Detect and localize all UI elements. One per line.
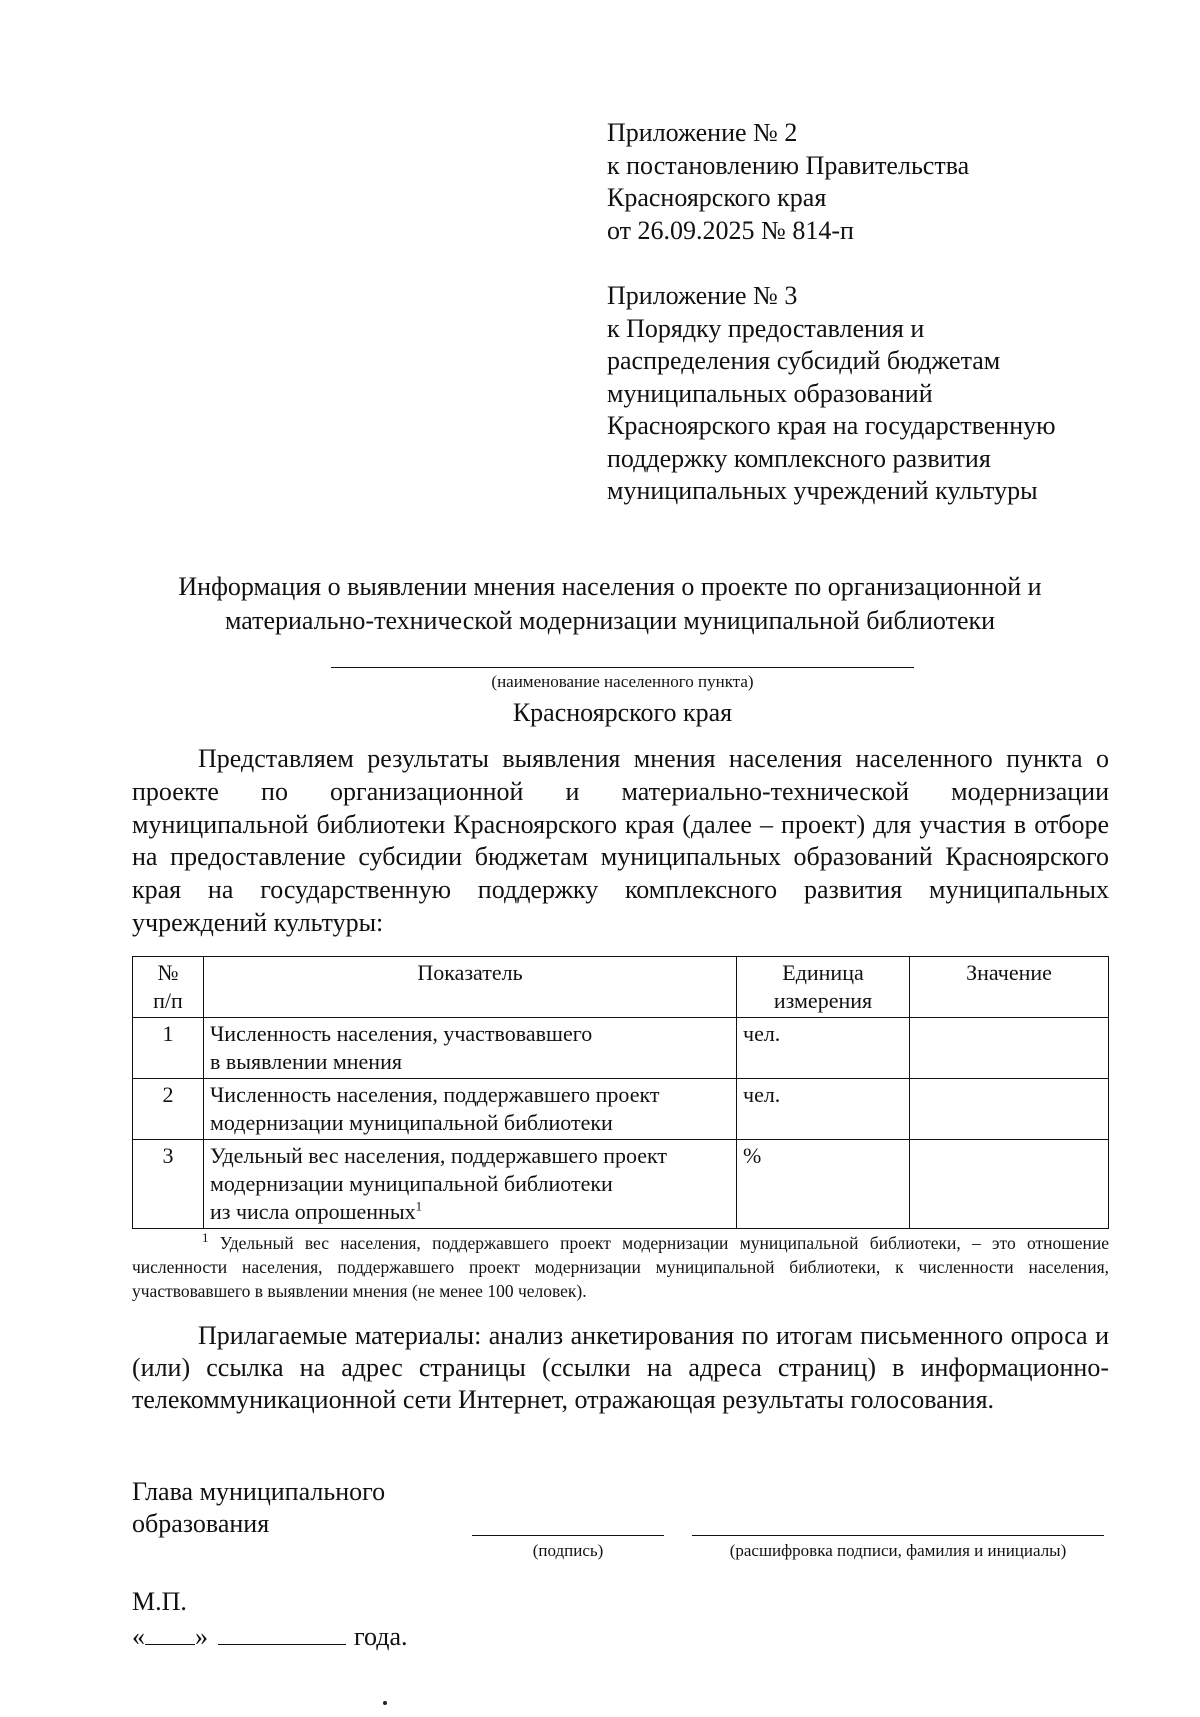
title-line: материально-технической модернизации муниципальной библиотеки	[224, 606, 996, 635]
row-number: 2	[133, 1079, 204, 1140]
row-unit: чел.	[737, 1018, 910, 1079]
appendix-3-line: поддержку комплексного развития	[607, 443, 991, 473]
header-unit-line: Единица	[782, 960, 864, 985]
signature-line[interactable]	[472, 1535, 664, 1536]
indicator-line: модернизации муниципальной библиотеки	[210, 1110, 613, 1135]
signature-decoding-caption: (расшифровка подписи, фамилия и инициалы)	[729, 1541, 1067, 1560]
header-value: Значение	[910, 957, 1109, 1018]
indicator-line: в выявлении мнения	[210, 1049, 402, 1074]
table-header-row	[133, 957, 1109, 1018]
attachments-paragraph: Прилагаемые материалы: анализ анкетирования по итогам письменного опроса и (или) ссылка на адрес страницы (ссылки на адреса страниц) в информационно-телекоммуникационной сети Интернет, отражающая результаты голосования.	[132, 1321, 1109, 1414]
row-indicator	[204, 1018, 737, 1079]
row-value[interactable]	[910, 1140, 1109, 1229]
appendix-2-header	[607, 117, 969, 247]
indicator-line: Численность населения, поддержавшего проект	[210, 1082, 660, 1107]
appendix-2-line: от 26.09.2025 № 814-п	[607, 215, 854, 245]
table-row	[133, 1018, 1109, 1079]
row-value[interactable]	[910, 1018, 1109, 1079]
document-title	[120, 570, 1100, 638]
footnote-text: Удельный вес населения, поддержавшего проект модернизации муниципальной библиотеки, – это отношение численности населения, поддержавшего проект модернизации муниципальной библиотеки, к численности населения, участвовавшего в выявлении мнения (не менее 100 человек).	[132, 1233, 1110, 1301]
row-number: 1	[133, 1018, 204, 1079]
date-month-blank[interactable]	[218, 1622, 346, 1645]
table-row	[133, 1140, 1109, 1229]
table-row	[133, 1079, 1109, 1140]
appendix-3-line: к Порядку предоставления и	[607, 313, 925, 343]
row-unit: %	[737, 1140, 910, 1229]
appendix-3-header	[607, 280, 1056, 508]
appendix-3-line: муниципальных учреждений культуры	[607, 476, 1038, 505]
row-unit: чел.	[737, 1079, 910, 1140]
header-number-line: №	[157, 960, 179, 985]
appendix-2-line: Приложение № 2	[607, 118, 798, 147]
footnote	[132, 1231, 1109, 1303]
appendix-2-line: к постановлению Правительства	[607, 150, 970, 180]
indicator-line: Удельный вес населения, поддержавшего проект	[210, 1143, 668, 1168]
row-number: 3	[133, 1140, 204, 1229]
head-title-line: Глава муниципального	[132, 1477, 386, 1506]
indicator-line: модернизации муниципальной библиотеки	[210, 1171, 613, 1196]
intro-paragraph: Представляем результаты выявления мнения населения населенного пункта о проекте по организационной и материально-технической модернизации муниципальной библиотеки Красноярского края (далее – проект) для участия в отборе на предоставление субсидии бюджетам муниципальных образований Красноярского края на государственную поддержку комплексного развития муниципальных учреждений культуры:	[132, 744, 1109, 937]
date-day-blank[interactable]	[145, 1622, 195, 1645]
indicator-line: Численность населения, участвовавшего	[210, 1021, 593, 1046]
seal-place: М.П.	[132, 1587, 187, 1616]
header-indicator: Показатель	[204, 957, 737, 1018]
region-name: Красноярского края	[512, 698, 733, 727]
title-line: Информация о выявлении мнения населения о проекте по организационной и	[178, 572, 1042, 601]
header-number-line: п/п	[153, 988, 183, 1013]
footnote-mark: 1	[202, 1230, 209, 1246]
signature-decoding-line[interactable]	[692, 1535, 1104, 1536]
indicator-line	[210, 1198, 730, 1226]
locality-blank-line	[331, 667, 914, 668]
footnote-reference: 1	[415, 1198, 423, 1214]
indicators-table	[132, 956, 1109, 1229]
head-title	[132, 1476, 385, 1540]
head-title-line: образования	[132, 1509, 270, 1538]
header-unit	[737, 957, 910, 1018]
appendix-3-line: Приложение № 3	[607, 281, 798, 310]
date-year-word: года.	[354, 1622, 408, 1651]
row-indicator	[204, 1079, 737, 1140]
row-value[interactable]	[910, 1079, 1109, 1140]
date-close-quote: »	[195, 1622, 208, 1651]
date-row	[132, 1621, 408, 1653]
appendix-3-line: распределения субсидий бюджетам	[607, 346, 1001, 375]
header-number	[133, 957, 204, 1018]
indicator-line-text: из числа опрошенных	[210, 1199, 416, 1224]
locality-caption: (наименование населенного пункта)	[491, 672, 754, 691]
scan-speck	[383, 1701, 387, 1705]
appendix-2-line: Красноярского края	[607, 183, 827, 212]
row-indicator	[204, 1140, 737, 1229]
header-unit-line: измерения	[773, 988, 873, 1013]
signature-caption: (подпись)	[532, 1541, 604, 1560]
appendix-3-line: муниципальных образований	[607, 378, 933, 408]
appendix-3-line: Красноярского края на государственную	[607, 411, 1056, 440]
date-open-quote: «	[132, 1622, 145, 1651]
